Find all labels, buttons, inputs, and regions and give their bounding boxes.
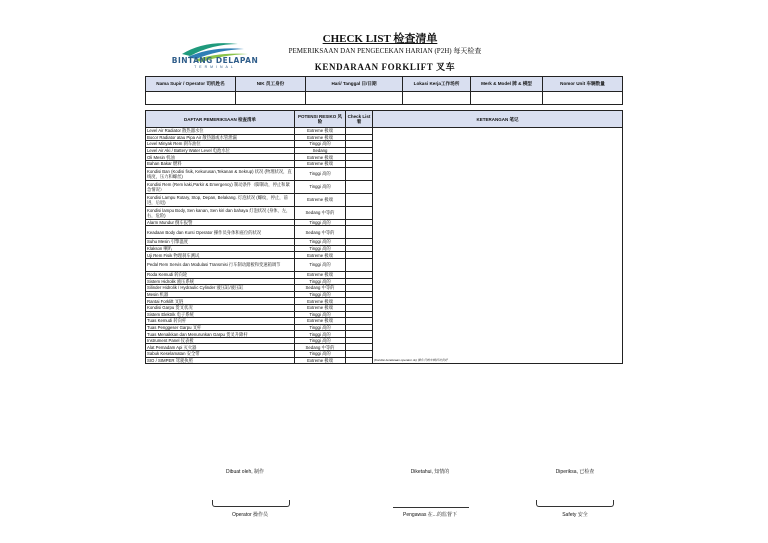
check-item-label: Kondisi Lampu Rotary, Stop, Depan, Belakang. 灯泡状况 (螺纹，停止，前进，后退): [146, 193, 295, 206]
check-box-cell[interactable]: [346, 337, 373, 344]
made-by-label: Dibuat oleh, 制作: [225, 469, 265, 475]
check-box-cell[interactable]: [346, 128, 373, 135]
check-item-label: Suhu Mesin 引擎温度: [146, 239, 295, 246]
unit-number-header: Nomor Unit 车辆数量: [543, 77, 623, 92]
risk-level: Sedang 中等的: [295, 206, 346, 219]
notes-cell[interactable]: (Kondisi kendaraan operator ok) 操作员的车辆状况良好: [373, 128, 623, 364]
risk-level: Extreme 极端: [295, 134, 346, 141]
check-box-cell[interactable]: [346, 351, 373, 358]
check-item-label: Bocor Radiator atau Pipa Air 散热器或水管泄漏: [146, 134, 295, 141]
check-item-label: Pedal Rem Servis dan Modulasi Transmisi 行车制动踏板和变速箱调节: [146, 258, 295, 271]
check-item-label: Level Air Aki / Battery Water Level 电池水位: [146, 147, 295, 154]
risk-level: Tinggi 高的: [295, 324, 346, 331]
risk-level: Tinggi 高的: [295, 278, 346, 285]
check-box-cell[interactable]: [346, 167, 373, 180]
date-cell[interactable]: [306, 92, 403, 105]
date-header: Hari/ Tanggal 日/日期: [306, 77, 403, 92]
check-item-label: Sistem Elektrik 电子系统: [146, 311, 295, 318]
check-box-cell[interactable]: [346, 304, 373, 311]
check-item-label: Oli Mesin 机油: [146, 154, 295, 161]
risk-level: Extreme 极端: [295, 318, 346, 325]
check-box-cell[interactable]: [346, 206, 373, 219]
check-box-cell[interactable]: [346, 291, 373, 298]
check-box-cell[interactable]: [346, 226, 373, 239]
location-cell[interactable]: [403, 92, 471, 105]
risk-level: Tinggi 高的: [295, 258, 346, 271]
info-table: [145, 76, 623, 105]
nik-header: NIK 员工身份: [236, 77, 306, 92]
check-item-label: Tuas Penggeser Garpu 叉杆: [146, 324, 295, 331]
check-item-label: Alarm Mundur 倒车报警: [146, 219, 295, 226]
risk-level: Sedang 中等的: [295, 285, 346, 292]
check-item-label: Alat Pemadam Api 灭火器: [146, 344, 295, 351]
check-box-cell[interactable]: [346, 318, 373, 325]
check-box-cell[interactable]: [346, 193, 373, 206]
risk-level: Tinggi 高的: [295, 291, 346, 298]
check-box-cell[interactable]: [346, 344, 373, 351]
check-box-cell[interactable]: [346, 311, 373, 318]
check-item-label: Kondisi Garpu 货叉状况: [146, 304, 295, 311]
check-item-label: Rantai Forklift 叉链: [146, 298, 295, 305]
supervisor-label: Pengawas 在...的监督下: [403, 512, 457, 518]
check-box-cell[interactable]: [346, 141, 373, 148]
check-item-label: Kondisi lampu Body, Sen kanan, Sen kiri dan bahaya 灯泡状况 (身体，左，右，危险): [146, 206, 295, 219]
risk-level: Extreme 极端: [295, 357, 346, 364]
check-item-label: Kondisi Ban (Kodisi fisik, Kekurusan,Tekanan & Sekrup) 状况 (物理状况，直线度，压力和螺丝): [146, 167, 295, 180]
check-item-label: Bahan Bakar 燃料: [146, 160, 295, 167]
check-box-cell[interactable]: [346, 252, 373, 259]
check-box-cell[interactable]: [346, 134, 373, 141]
check-box-cell[interactable]: [346, 285, 373, 292]
risk-level: Extreme 极端: [295, 271, 346, 278]
known-by-label: Diketahui, 知情的: [410, 469, 450, 475]
checklist-row: [146, 128, 623, 135]
checklist-table: [145, 110, 623, 364]
risk-level: Tinggi 高的: [295, 331, 346, 338]
check-box-cell[interactable]: [346, 357, 373, 364]
check-box-cell[interactable]: [346, 278, 373, 285]
check-box-cell[interactable]: [346, 331, 373, 338]
risk-level: Extreme 极端: [295, 128, 346, 135]
risk-level: Tinggi 高的: [295, 351, 346, 358]
check-box-cell[interactable]: [346, 258, 373, 271]
risk-level: Tinggi 高的: [295, 219, 346, 226]
document-title: CHECK LIST 检查清单: [322, 33, 438, 45]
check-box-cell[interactable]: [346, 298, 373, 305]
vehicle-type: KENDARAAN FORKLIFT 叉车: [314, 62, 456, 72]
operator-name-cell[interactable]: [146, 92, 236, 105]
check-box-cell[interactable]: [346, 147, 373, 154]
risk-level: Extreme 极端: [295, 160, 346, 167]
check-item-label: SIO / SIMPER 驾驶执照: [146, 357, 295, 364]
document-subtitle: PEMERIKSAAN DAN PENGECEKAN HARIAN (P2H) 每天检查: [288, 47, 482, 55]
check-item-label: Kondisi Rem (Rem kaki,Parkir & Emergency) 制动条件（脚制动，停止和紧急情况）: [146, 180, 295, 193]
supervisor-signature-line[interactable]: [393, 507, 469, 508]
check-item-label: Tuas Kemudi 转向杆: [146, 318, 295, 325]
risk-level: Tinggi 高的: [295, 141, 346, 148]
nik-cell[interactable]: [236, 92, 306, 105]
location-header: Lokasi Kerja工作场所: [403, 77, 471, 92]
check-box-cell[interactable]: [346, 245, 373, 252]
safety-label: Safety 安全: [562, 512, 588, 518]
check-item-label: Klakson 喇叭: [146, 245, 295, 252]
risk-level: Extreme 极端: [295, 298, 346, 305]
logo-text: BINTANG DELAPAN: [171, 56, 259, 65]
check-item-label: Sistem Hidrolik 液压系统: [146, 278, 295, 285]
brand-model-cell[interactable]: [471, 92, 543, 105]
check-box-cell[interactable]: [346, 180, 373, 193]
brand-model-header: Merk & Model 牌 & 模型: [471, 77, 543, 92]
operator-name-header: Nama Supir / Operator 司机姓名: [146, 77, 236, 92]
notes-column-header: KETERANGAN 笔记: [373, 111, 623, 128]
risk-level: Extreme 极端: [295, 252, 346, 259]
risk-level: Tinggi 高的: [295, 245, 346, 252]
check-item-label: Keadaan Body dan Kursi Operator 操作员身体和座位的状况: [146, 226, 295, 239]
risk-level: Extreme 极端: [295, 304, 346, 311]
risk-level: Sedang: [295, 147, 346, 154]
check-box-cell[interactable]: [346, 154, 373, 161]
risk-level: Extreme 极端: [295, 193, 346, 206]
check-item-label: Instrument Panel 仪表板: [146, 337, 295, 344]
check-column-header: Check List 看: [346, 111, 373, 128]
check-item-label: Roda Kemudi 转向轮: [146, 271, 295, 278]
check-box-cell[interactable]: [346, 239, 373, 246]
unit-number-cell[interactable]: [543, 92, 623, 105]
check-box-cell[interactable]: [346, 324, 373, 331]
check-item-label: Uji Rem Fisik 物理刹车测试: [146, 252, 295, 259]
risk-column-header: POTENSI RESIKO 风险: [295, 111, 346, 128]
check-item-label: Level Minyak Rem 刹车油位: [146, 141, 295, 148]
check-item-label: Sabuk Keselamatan 安全带: [146, 351, 295, 358]
check-item-label: Silinder Hidrolik / Hydraulic Cylinder 液压缸/液压缸: [146, 285, 295, 292]
check-box-cell[interactable]: [346, 271, 373, 278]
logo-subtext: TERMINAL: [194, 65, 236, 69]
check-item-label: Mesin 机器: [146, 291, 295, 298]
risk-level: Sedang 中等的: [295, 226, 346, 239]
check-box-cell[interactable]: [346, 219, 373, 226]
check-item-label: Level Air Radiator 散热器水位: [146, 128, 295, 135]
risk-level: Tinggi 高的: [295, 167, 346, 180]
operator-signature-field[interactable]: [212, 500, 290, 507]
item-column-header: DAFTAR PEMERIKSAAN 检查清单: [146, 111, 295, 128]
risk-level: Tinggi 高的: [295, 311, 346, 318]
check-box-cell[interactable]: [346, 160, 373, 167]
checked-by-label: Diperiksa, 已检查: [555, 469, 595, 475]
safety-signature-field[interactable]: [536, 500, 614, 507]
risk-level: Extreme 极端: [295, 154, 346, 161]
risk-level: Tinggi 高的: [295, 180, 346, 193]
risk-level: Tinggi 高的: [295, 239, 346, 246]
risk-level: Tinggi 高的: [295, 337, 346, 344]
risk-level: Sedang 中等的: [295, 344, 346, 351]
check-item-label: Tuas Menaikkan dan Menurunkan Garpu 货叉升降杆: [146, 331, 295, 338]
operator-label: Operator 操作员: [231, 512, 269, 518]
